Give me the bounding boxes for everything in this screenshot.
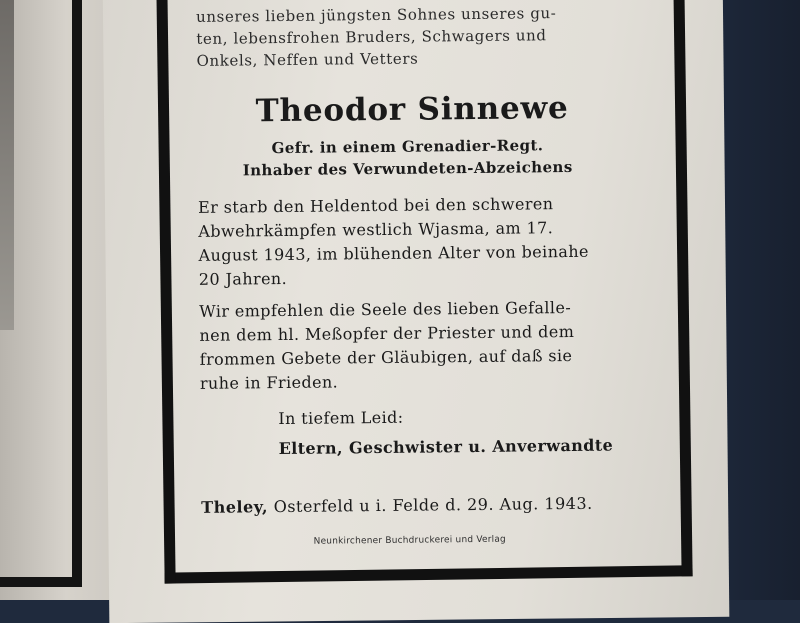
death-line: 20 Jahren. <box>198 268 288 289</box>
family-signature: Eltern, Geschwister u. Anverwandte <box>278 435 614 459</box>
place-date: Osterfeld u i. Felde d. 29. Aug. 1943. <box>273 493 593 517</box>
card-content <box>186 1 662 548</box>
left-folded-page <box>0 0 110 600</box>
intro-line: unseres lieben jüngsten Sohnes unseres gu- <box>196 4 557 26</box>
place-date-line <box>201 491 661 520</box>
intro-line: Onkels, Neffen und Vetters <box>196 49 419 70</box>
intro-line: ten, lebensfrohen Bruders, Schwagers und <box>196 26 547 48</box>
family-line <box>279 433 661 461</box>
rank-line: Inhaber des Verwundeten-Abzeichens <box>242 157 573 180</box>
deceased-name: Theodor Sinnewe <box>255 90 569 130</box>
rank-text <box>197 133 617 181</box>
rank-line: Gefr. in einem Grenadier-Regt. <box>271 136 544 158</box>
prayer-line: Wir empfehlen die Seele des lieben Gefalle- <box>199 297 572 321</box>
place-name: Theley, <box>201 497 269 517</box>
grief-line: In tiefem Leid: <box>278 407 404 429</box>
death-line: Er starb den Heldentod bei den schweren <box>198 194 554 217</box>
death-paragraph <box>198 191 644 292</box>
prayer-line: frommen Gebete der Gläubigen, auf daß sie <box>199 345 573 369</box>
left-mourning-border-vertical <box>72 0 82 585</box>
death-line: August 1943, im blühenden Alter von beinahe <box>198 241 589 265</box>
left-mourning-border-horizontal <box>0 577 82 587</box>
intro-text <box>196 1 629 72</box>
prayer-paragraph <box>199 295 645 396</box>
left-page-photo-edge <box>0 0 14 330</box>
prayer-line: nen dem hl. Meßopfer der Priester und dem <box>199 321 575 345</box>
printer-imprint: Neunkirchener Buchdruckerei und Verlag <box>313 534 506 547</box>
death-line: Abwehrkämpfen westlich Wjasma, am 17. <box>198 218 554 241</box>
prayer-line: ruhe in Frieden. <box>199 372 339 393</box>
